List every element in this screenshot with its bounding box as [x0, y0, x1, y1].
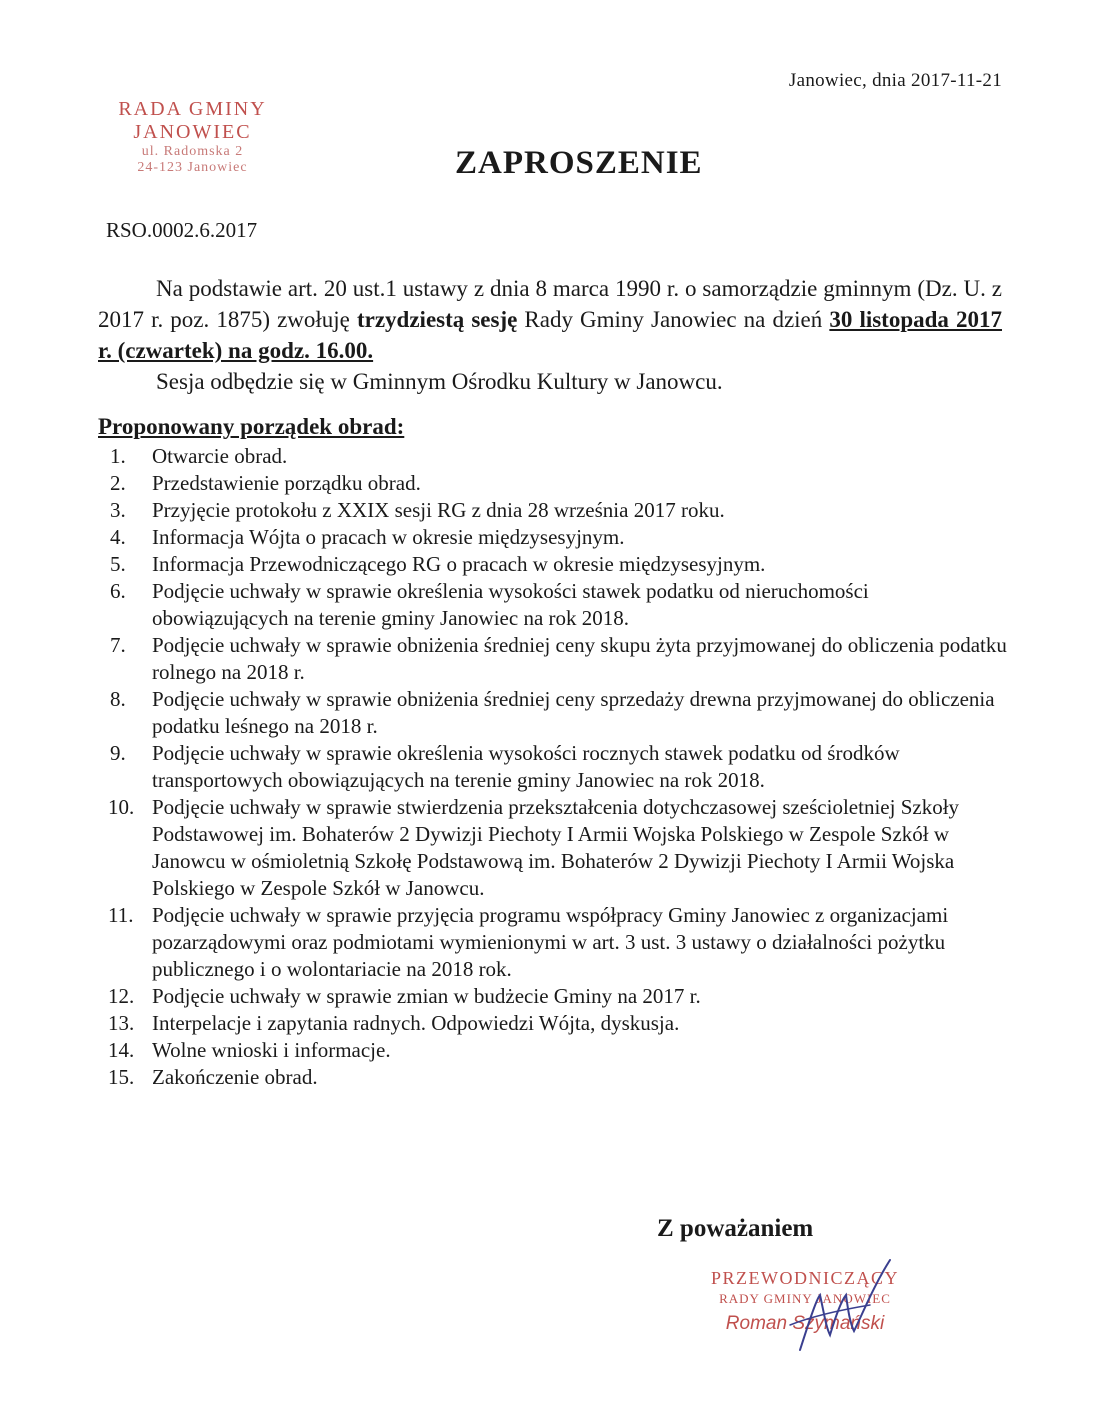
document-title: ZAPROSZENIE: [455, 145, 703, 181]
agenda-item-number: 1.: [110, 444, 126, 468]
reference-number: RSO.0002.6.2017: [106, 218, 258, 242]
intro-text-a: Na podstawie art. 20 ust.1 ustawy z dnia 8 marca 1990 r. o samorządzie gminnym (Dz. U. z 2017 r. poz. 1875) zwołuję: [98, 276, 1002, 332]
intro-first-paragraph: [98, 273, 1002, 366]
agenda-item: [100, 497, 1010, 524]
agenda-item: [100, 470, 1010, 497]
agenda-item-number: 5.: [110, 552, 126, 576]
agenda-item-number: 10.: [108, 795, 135, 819]
agenda-item-text: Interpelacje i zapytania radnych. Odpowiedzi Wójta, dyskusja.: [152, 1011, 680, 1035]
session-date-underlined: 30 listopada 2017 r. (czwartek) na godz. 16.00.: [98, 307, 1002, 363]
agenda-item: [100, 1037, 1010, 1064]
agenda-item-number: 13.: [108, 1011, 135, 1035]
agenda-item-number: 3.: [110, 498, 126, 522]
document-date: Janowiec, dnia 2017-11-21: [788, 70, 1002, 91]
agenda-item-number: 14.: [108, 1038, 135, 1062]
intro-session-bold: trzydziestą sesję: [356, 307, 518, 332]
agenda-item-text: Podjęcie uchwały w sprawie obniżenia średniej ceny sprzedaży drewna przyjmowanej do obliczenia podatku leśnego na 2018 r.: [152, 687, 995, 738]
agenda-item: [100, 902, 1010, 983]
agenda-item: [100, 443, 1010, 470]
intro-location: Sesja odbędzie się w Gminnym Ośrodku Kultury w Janowcu.: [156, 369, 723, 394]
agenda-item: [100, 632, 1010, 686]
closing-greeting: Z poważaniem: [657, 1215, 814, 1242]
agenda-list: [100, 443, 1010, 1091]
agenda-item: [100, 524, 1010, 551]
stamp-line-3: ul. Radomska 2: [141, 144, 244, 159]
intro-text-b: Rady Gminy Janowiec na dzień: [517, 307, 830, 332]
intro-paragraph: [98, 273, 1002, 397]
agenda-item: [100, 740, 1010, 794]
agenda-item-text: Podjęcie uchwały w sprawie określenia wysokości stawek podatku od nieruchomości obowiązujących na terenie gminy Janowiec na rok 2018.: [152, 579, 869, 630]
agenda-item-text: Informacja Wójta o pracach w okresie międzysesyjnym.: [152, 525, 625, 549]
agenda-title: Proponowany porządek obrad:: [98, 414, 405, 439]
agenda-item-text: Zakończenie obrad.: [152, 1065, 318, 1089]
agenda-item-number: 9.: [110, 741, 126, 765]
agenda-item-text: Podjęcie uchwały w sprawie zmian w budżecie Gminy na 2017 r.: [152, 984, 701, 1008]
agenda-item-text: Przyjęcie protokołu z XXIX sesji RG z dnia 28 września 2017 roku.: [152, 498, 725, 522]
agenda-item-number: 8.: [110, 687, 126, 711]
chairman-stamp-body: RADY GMINY JANOWIEC: [719, 1291, 891, 1306]
stamp-line-1: RADA GMINY: [118, 98, 267, 120]
stamp-line-2: JANOWIEC: [133, 121, 252, 143]
chairman-stamp-name: Roman Szymański: [725, 1313, 885, 1334]
agenda-item: [100, 686, 1010, 740]
agenda-item-text: Wolne wnioski i informacje.: [152, 1038, 391, 1062]
agenda-item-number: 4.: [110, 525, 126, 549]
agenda-item: [100, 1010, 1010, 1037]
agenda-item-number: 2.: [110, 471, 126, 495]
agenda-item-text: Informacja Przewodniczącego RG o pracach w okresie międzysesyjnym.: [152, 552, 766, 576]
chairman-stamp-title: PRZEWODNICZĄCY: [711, 1268, 899, 1288]
agenda-item: [100, 983, 1010, 1010]
agenda-item: [100, 551, 1010, 578]
agenda-item-number: 12.: [108, 984, 135, 1008]
agenda-item: [100, 1064, 1010, 1091]
agenda-item-number: 15.: [108, 1065, 135, 1089]
agenda-item-text: Podjęcie uchwały w sprawie określenia wysokości rocznych stawek podatku od środków transportowych obowiązujących na terenie gminy Janowiec na rok 2018.: [152, 741, 900, 792]
agenda-item: [100, 578, 1010, 632]
agenda-item-number: 7.: [110, 633, 126, 657]
agenda-item: [100, 794, 1010, 902]
agenda-item-number: 6.: [110, 579, 126, 603]
agenda-item-number: 11.: [108, 903, 134, 927]
stamp-line-4: 24-123 Janowiec: [137, 160, 248, 176]
agenda-item-text: Przedstawienie porządku obrad.: [152, 471, 421, 495]
agenda-item-text: Podjęcie uchwały w sprawie obniżenia średniej ceny skupu żyta przyjmowanej do obliczenia podatku rolnego na 2018 r.: [152, 633, 1007, 684]
agenda-item-text: Otwarcie obrad.: [152, 444, 288, 468]
agenda-item-text: Podjęcie uchwały w sprawie stwierdzenia przekształcenia dotychczasowej sześcioletniej Szkoły Podstawowej im. Bohaterów 2 Dywizji Piechoty I Armii Wojska Polskiego w Zespole Szkół w Janowcu w ośmioletnią Szkołę Podstawową im. Bohaterów 2 Dywizji Piechoty I Armii Wojska Polskiego w Zespole Szkół w Janowcu.: [152, 795, 960, 900]
handwritten-signature: [770, 1255, 910, 1365]
agenda-item-text: Podjęcie uchwały w sprawie przyjęcia programu współpracy Gminy Janowiec z organizacjami pozarządowymi oraz podmiotami wymienionymi w art. 3 ust. 3 ustawy o działalności pożytku publicznego i o wolontariacie na 2018 rok.: [152, 903, 949, 981]
council-stamp: [105, 98, 280, 176]
